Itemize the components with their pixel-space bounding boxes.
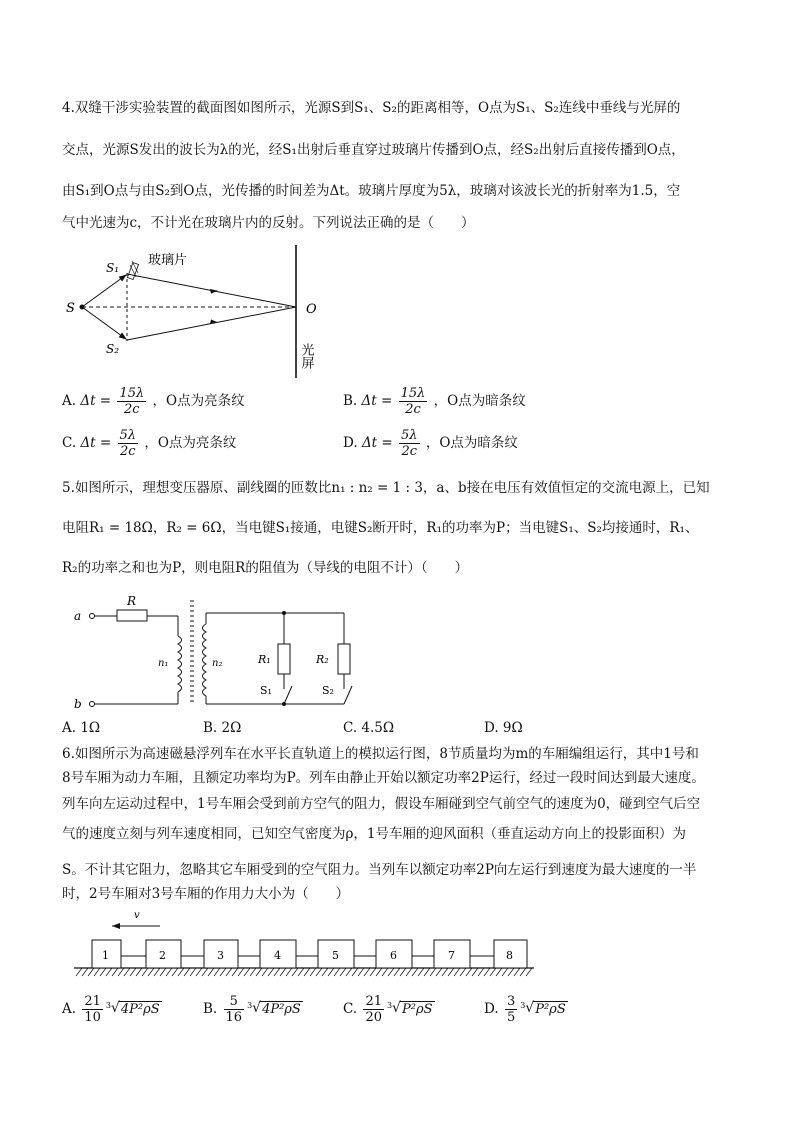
q4-option-a[interactable] bbox=[62, 386, 245, 417]
hatch-mark bbox=[340, 968, 346, 976]
hatch-mark bbox=[82, 968, 88, 976]
secondary-coil bbox=[203, 624, 207, 696]
resistor-R bbox=[117, 610, 147, 621]
train-car-2 bbox=[146, 940, 181, 968]
hatch-mark bbox=[430, 968, 436, 976]
q6-option-c-radical: 3 √ P²ρS bbox=[386, 999, 433, 1017]
q6-option-a-radical: 3 √ 4P²ρS bbox=[105, 999, 160, 1017]
svg-text:5: 5 bbox=[332, 949, 339, 962]
q4-option-c-frac: $\frac{5\lambda}{2c}$ bbox=[119, 428, 137, 459]
label-screen: 光屏 bbox=[298, 343, 314, 369]
hatch-mark bbox=[388, 968, 394, 976]
train-car-4 bbox=[260, 940, 296, 968]
switch-S1 bbox=[284, 686, 292, 704]
q4-option-d-label: D. bbox=[343, 435, 358, 451]
svg-text:7: 7 bbox=[448, 949, 455, 962]
hatch-mark bbox=[88, 968, 94, 976]
hatch-mark bbox=[484, 968, 490, 976]
hatch-mark bbox=[454, 968, 460, 976]
hatch-mark bbox=[346, 968, 352, 976]
hatch-mark bbox=[322, 968, 328, 976]
q4-option-a-label: A. bbox=[62, 393, 77, 409]
hatch-mark bbox=[190, 968, 196, 976]
switch-S2 bbox=[344, 686, 352, 704]
hatch-mark bbox=[316, 968, 322, 976]
q4-option-b[interactable] bbox=[343, 386, 526, 417]
q6-line-2: 8号车厢为动力车厢，且额定功率均为P。列车由静止开始以额定功率2P运行，经过一段时间达到最大速度。 bbox=[62, 770, 705, 786]
q6-option-a-label: A. bbox=[62, 1001, 77, 1017]
label-S2: S₂ bbox=[322, 684, 334, 697]
q5-line-3: R₂的功率之和也为P，则电阻R的阻值为（导线的电阻不计）（ ） bbox=[62, 560, 469, 576]
q4-figure bbox=[60, 243, 340, 383]
label-n2: n₂ bbox=[212, 658, 223, 669]
hatch-mark bbox=[508, 968, 514, 976]
hatch-mark bbox=[208, 968, 214, 976]
q4-line-3: 由S₁到O点与由S₂到O点，光传播的时间差为Δt。玻璃片厚度为5λ，玻璃对该波长光的折射率为1.5，空 bbox=[62, 183, 681, 199]
q4-option-b-frac: $\frac{15\lambda}{2c}$ bbox=[400, 386, 426, 417]
svg-text:8: 8 bbox=[506, 949, 513, 962]
hatch-mark bbox=[406, 968, 412, 976]
hatch-mark bbox=[328, 968, 334, 976]
hatch-mark bbox=[400, 968, 406, 976]
q6-line-1: 6.如图所示为高速磁悬浮列车在水平长直轨道上的模拟运行图，8节质量均为m的车厢编组运行，其中1号和 bbox=[62, 746, 699, 762]
hatch-mark bbox=[424, 968, 430, 976]
hatch-mark bbox=[274, 968, 280, 976]
q6-option-b-frac: $\frac{5}{16}$ bbox=[225, 994, 243, 1025]
hatch-mark bbox=[394, 968, 400, 976]
label-v: v bbox=[134, 910, 140, 921]
q5-option-c[interactable]: C. 4.5Ω bbox=[343, 720, 395, 736]
hatch-mark bbox=[202, 968, 208, 976]
q6-option-b-label: B. bbox=[203, 1001, 218, 1017]
label-S1: S₁ bbox=[260, 684, 272, 697]
label-S: S bbox=[66, 301, 75, 316]
label-a: a bbox=[74, 609, 82, 623]
label-O: O bbox=[306, 302, 317, 317]
hatch-mark bbox=[358, 968, 364, 976]
hatch-mark bbox=[280, 968, 286, 976]
q4-option-b-text: ，O点为暗条纹 bbox=[433, 393, 526, 409]
q4-line-4: 气中光速为c，不计光在玻璃片内的反射。下列说法正确的是（ ） bbox=[62, 215, 475, 231]
q5-option-b[interactable]: B. 2Ω bbox=[203, 720, 242, 736]
hatch-mark bbox=[106, 968, 112, 976]
train-car-5 bbox=[318, 940, 354, 968]
hatch-mark bbox=[136, 968, 142, 976]
hatch-mark bbox=[382, 968, 388, 976]
hatch-mark bbox=[118, 968, 124, 976]
resistor-R2 bbox=[338, 644, 350, 674]
q6-line-5: S。不计其它阻力，忽略其它车厢受到的空气阻力。当列车以额定功率2P向左运行到速度为最大速度的一半 bbox=[62, 862, 697, 878]
hatch-mark bbox=[178, 968, 184, 976]
svg-text:3: 3 bbox=[217, 949, 224, 962]
resistor-R1 bbox=[278, 644, 290, 674]
hatch-mark bbox=[436, 968, 442, 976]
hatch-mark bbox=[226, 968, 232, 976]
label-S1: S₁ bbox=[106, 261, 120, 275]
q4-option-c-text: ，O点为亮条纹 bbox=[144, 435, 237, 451]
svg-text:4: 4 bbox=[274, 949, 281, 962]
hatch-mark bbox=[526, 968, 532, 976]
hatch-mark bbox=[250, 968, 256, 976]
q4-option-a-text: ，O点为亮条纹 bbox=[152, 393, 245, 409]
train-car-8 bbox=[494, 940, 527, 968]
svg-text:2: 2 bbox=[159, 949, 166, 962]
label-n1: n₁ bbox=[158, 658, 169, 669]
hatch-mark bbox=[472, 968, 478, 976]
q4-line-1: 4.双缝干涉实验装置的截面图如图所示，光源S到S₁、S₂的距离相等，O点为S₁、S₂连线中垂线与光屏的 bbox=[62, 100, 681, 116]
hatch-mark bbox=[268, 968, 274, 976]
label-glass: 玻璃片 bbox=[148, 253, 188, 268]
q4-option-d-prefix: Δt = bbox=[361, 435, 393, 451]
hatch-mark bbox=[334, 968, 340, 976]
hatch-mark bbox=[502, 968, 508, 976]
q4-option-d-text: ，O点为暗条纹 bbox=[425, 435, 518, 451]
hatch-mark bbox=[196, 968, 202, 976]
label-R2: R₂ bbox=[316, 653, 329, 666]
hatch-mark bbox=[256, 968, 262, 976]
hatch-mark bbox=[304, 968, 310, 976]
hatch-mark bbox=[220, 968, 226, 976]
hatch-mark bbox=[442, 968, 448, 976]
q6-option-c-label: C. bbox=[343, 1001, 358, 1017]
hatch-mark bbox=[466, 968, 472, 976]
hatch-mark bbox=[352, 968, 358, 976]
hatch-mark bbox=[244, 968, 250, 976]
q5-figure bbox=[70, 592, 370, 714]
hatch-mark bbox=[124, 968, 130, 976]
hatch-mark bbox=[214, 968, 220, 976]
hatch-mark bbox=[148, 968, 154, 976]
label-b: b bbox=[74, 697, 82, 711]
hatch-mark bbox=[76, 968, 82, 976]
hatch-mark bbox=[364, 968, 370, 976]
q6-option-d-label: D. bbox=[484, 1001, 499, 1017]
label-S2: S₂ bbox=[106, 342, 120, 356]
hatch-mark bbox=[490, 968, 496, 976]
hatch-mark bbox=[418, 968, 424, 976]
hatch-mark bbox=[232, 968, 238, 976]
hatch-mark bbox=[130, 968, 136, 976]
track-hatching bbox=[76, 968, 532, 976]
hatch-mark bbox=[460, 968, 466, 976]
q4-line-2: 交点，光源S发出的波长为λ的光，经S₁出射后垂直穿过玻璃片传播到O点，经S₂出射后直接传播到O点， bbox=[62, 142, 685, 158]
train-car-3 bbox=[204, 940, 238, 968]
label-R1: R₁ bbox=[258, 653, 271, 666]
q6-option-c[interactable] bbox=[343, 994, 435, 1025]
q6-line-6: 时，2号车厢对3号车厢的作用力大小为（ ） bbox=[62, 886, 350, 902]
train-car-6 bbox=[376, 940, 412, 968]
q4-option-b-prefix: Δt = bbox=[361, 393, 393, 409]
q4-option-c-prefix: Δt = bbox=[80, 435, 112, 451]
q6-option-c-frac: $\frac{21}{20}$ bbox=[365, 994, 382, 1025]
hatch-mark bbox=[412, 968, 418, 976]
hatch-mark bbox=[520, 968, 526, 976]
hatch-mark bbox=[154, 968, 160, 976]
q4-option-c[interactable] bbox=[62, 428, 236, 459]
q4-option-a-frac: $\frac{15\lambda}{2c}$ bbox=[119, 386, 145, 417]
q4-option-a-prefix: Δt = bbox=[80, 393, 112, 409]
train-car-1 bbox=[92, 940, 121, 968]
hatch-mark bbox=[262, 968, 268, 976]
hatch-mark bbox=[370, 968, 376, 976]
q5-option-a[interactable]: A. 1Ω bbox=[62, 720, 101, 736]
q6-line-3: 列车向左运动过程中，1号车厢会受到前方空气的阻力，假设车厢碰到空气前空气的速度为0，碰到空气后空 bbox=[62, 796, 701, 812]
q4-option-d[interactable] bbox=[343, 428, 518, 459]
q6-option-b-radical: 3 √ 4P²ρS bbox=[247, 999, 301, 1017]
hatch-mark bbox=[496, 968, 502, 976]
q5-line-2: 电阻R₁ = 18Ω，R₂ = 6Ω，当电键S₁接通，电键S₂断开时，R₁的功率为P；当电键S₁、S₂均接通时，R₁、 bbox=[62, 520, 699, 536]
hatch-mark bbox=[286, 968, 292, 976]
hatch-mark bbox=[100, 968, 106, 976]
q6-option-a[interactable] bbox=[62, 994, 162, 1025]
q6-option-d[interactable] bbox=[484, 994, 568, 1025]
q6-option-d-frac: $\frac{3}{5}$ bbox=[506, 994, 516, 1025]
train-car-7 bbox=[434, 940, 470, 968]
q5-option-d[interactable]: D. 9Ω bbox=[484, 720, 523, 736]
hatch-mark bbox=[172, 968, 178, 976]
q4-option-d-frac: $\frac{5\lambda}{2c}$ bbox=[401, 428, 418, 459]
hatch-mark bbox=[448, 968, 454, 976]
q4-option-b-label: B. bbox=[343, 393, 358, 409]
svg-text:1: 1 bbox=[102, 949, 109, 962]
q6-figure bbox=[70, 906, 540, 986]
label-R: R bbox=[127, 594, 137, 608]
hatch-mark bbox=[166, 968, 172, 976]
hatch-mark bbox=[292, 968, 298, 976]
hatch-mark bbox=[184, 968, 190, 976]
q6-option-b[interactable] bbox=[203, 994, 303, 1025]
q6-option-d-radical: 3 √ P²ρS bbox=[520, 999, 566, 1017]
hatch-mark bbox=[298, 968, 304, 976]
hatch-mark bbox=[310, 968, 316, 976]
q5-line-1: 5.如图所示，理想变压器原、副线圈的匝数比n₁ : n₂ = 1 : 3，a、b接在电压有效值恒定的交流电源上，已知 bbox=[62, 480, 710, 496]
hatch-mark bbox=[514, 968, 520, 976]
svg-text:6: 6 bbox=[390, 949, 397, 962]
hatch-mark bbox=[112, 968, 118, 976]
hatch-mark bbox=[478, 968, 484, 976]
hatch-mark bbox=[376, 968, 382, 976]
hatch-mark bbox=[94, 968, 100, 976]
q6-line-4: 气的速度立刻与列车速度相同，已知空气密度为ρ，1号车厢的迎风面积（垂直运动方向上的投影面积）为 bbox=[62, 826, 687, 842]
q4-option-c-label: C. bbox=[62, 435, 77, 451]
hatch-mark bbox=[142, 968, 148, 976]
hatch-mark bbox=[238, 968, 244, 976]
primary-coil bbox=[178, 636, 182, 692]
q6-option-a-frac: $\frac{21}{10}$ bbox=[84, 994, 101, 1025]
hatch-mark bbox=[160, 968, 166, 976]
